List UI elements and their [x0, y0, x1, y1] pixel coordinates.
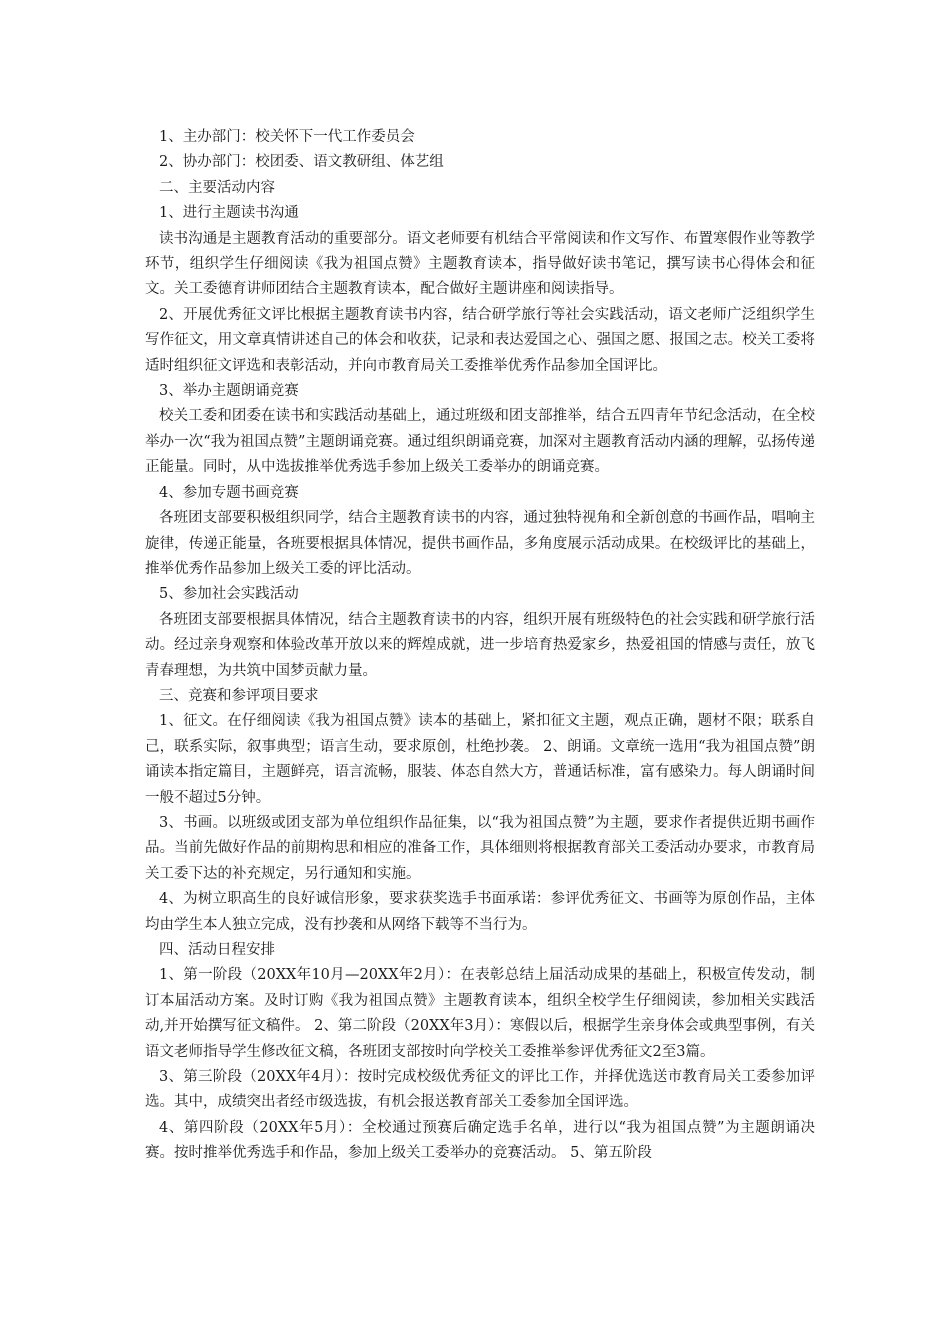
- paragraph-reading: 读书沟通是主题教育活动的重要部分。语文老师要有机结合平常阅读和作文写作、布置寒假作业等教学环节，组织学生仔细阅读《我为祖国点赞》主题教育读本，指导做好读书笔记，撰写读书心得体会和征文。关工委德育讲师团结合主题教育读本，配合做好主题讲座和阅读指导。: [145, 230, 815, 298]
- paragraph-requirement-essay: 1、征文。在仔细阅读《我为祖国点赞》读本的基础上，紧扣征文主题，观点正确，题材不限；联系自己，联系实际，叙事典型；语言生动，要求原创，杜绝抄袭。 2、朗诵。文章统一选用“我为祖国点赞”朗诵读本指定篇目，主题鲜亮，语言流畅，服装、体态自然大方，普通话标准，富有感染力。每人朗诵时间一般不超过5分钟。: [145, 713, 815, 806]
- co-organizer-line: 2、协办部门：校团委、语文教研组、体艺组: [159, 154, 444, 171]
- section-heading-schedule: 四、活动日程安排: [159, 942, 275, 958]
- paragraph-practice: 各班团支部要根据具体情况，结合主题教育读书的内容，组织开展有班级特色的社会实践和研学旅行活动。经过亲身观察和体验改革开放以来的辉煌成就，进一步培育热爱家乡，热爱祖国的情感与责任，放飞青春理想，为共筑中国梦贡献力量。: [145, 611, 815, 679]
- section-heading-activities: 二、主要活动内容: [159, 179, 275, 196]
- organizer-line: 1、主办部门：校关怀下一代工作委员会: [159, 129, 415, 145]
- paragraph-schedule-stage-1-2: 1、第一阶段（20XX年10月—20XX年2月）：在表彰总结上届活动成果的基础上，积极宣传发动，制订本届活动方案。及时订购《我为祖国点赞》主题教育读本，组织全校学生仔细阅读，参加相关实践活动,并开始撰写征文稿件。 2、第二阶段（20XX年3月）：寒假以后，根据学生亲身体会或典型事例，有关语文老师指导学生修改征文稿，各班团支部按时向学校关工委推举参评优秀征文2至3篇。: [145, 967, 815, 1060]
- subheading-reading: 1、进行主题读书沟通: [159, 205, 299, 222]
- section-heading-requirements: 三、竞赛和参评项目要求: [159, 687, 319, 704]
- paragraph-schedule-stage-3: 3、第三阶段（20XX年4月）：按时完成校级优秀征文的评比工作，并择优选送市教育局关工委参加评选。其中，成绩突出者经市级选拔，有机会报送教育部关工委参加全国评选。: [145, 1069, 815, 1111]
- subheading-painting: 4、参加专题书画竞赛: [159, 484, 299, 501]
- subheading-practice: 5、参加社会实践活动: [159, 586, 299, 603]
- paragraph-recitation: 校关工委和团委在读书和实践活动基础上，通过班级和团支部推举，结合五四青年节纪念活动，在全校举办一次“我为祖国点赞”主题朗诵竞赛。通过组织朗诵竞赛，加深对主题教育活动内涵的理解，弘扬传递正能量。同时，从中选拔推举优秀选手参加上级关工委举办的朗诵竞赛。: [145, 408, 815, 476]
- document-body: [145, 125, 815, 1167]
- paragraph-schedule-stage-4-5: 4、第四阶段（20XX年5月）：全校通过预赛后确定选手名单，进行以“我为祖国点赞”为主题朗诵决赛。按时推举优秀选手和作品，参加上级关工委举办的竞赛活动。 5、第五阶段: [145, 1119, 815, 1162]
- subheading-recitation: 3、举办主题朗诵竞赛: [159, 383, 299, 400]
- paragraph-requirement-painting: 3、书画。以班级或团支部为单位组织作品征集，以“我为祖国点赞”为主题，要求作者提供近期书画作品。当前先做好作品的前期构思和相应的准备工作，具体细则将根据教育部关工委活动办要求，市教育局关工委下达的补充规定，另行通知和实施。: [145, 814, 815, 882]
- paragraph-painting: 各班团支部要积极组织同学，结合主题教育读书的内容，通过独特视角和全新创意的书画作品，唱响主旋律，传递正能量，各班要根据具体情况，提供书画作品，多角度展示活动成果。在校级评比的基础上，推举优秀作品参加上级关工委的评比活动。: [145, 510, 815, 577]
- paragraph-essay: 2、开展优秀征文评比根据主题教育读书内容，结合研学旅行等社会实践活动，语文老师广泛组织学生写作征文，用文章真情讲述自己的体会和收获，记录和表达爱国之心、强国之愿、报国之志。校关工委将适时组织征文评选和表彰活动，并向市教育局关工委推举优秀作品参加全国评比。: [145, 306, 815, 374]
- paragraph-requirement-integrity: 4、为树立职高生的良好诚信形象，要求获奖选手书面承诺：参评优秀征文、书画等为原创作品，主体均由学生本人独立完成，没有抄袭和从网络下载等不当行为。: [145, 891, 815, 933]
